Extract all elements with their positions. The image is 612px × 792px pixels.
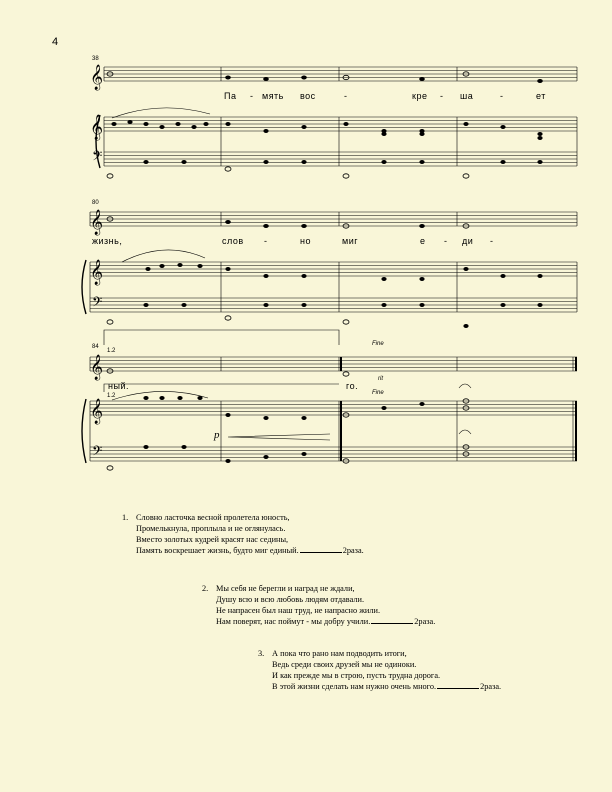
- dynamic-marking: p: [214, 429, 220, 441]
- treble-clef-icon: 𝄞: [90, 65, 104, 90]
- lyric-syllable: -: [440, 91, 444, 101]
- verse-number: 1.: [122, 513, 129, 522]
- verse-line: Мы себя не берегли и наград не ждали,: [216, 584, 355, 593]
- lyric-syllable: -: [444, 236, 448, 246]
- bass-clef-icon: 𝄢: [92, 148, 103, 167]
- lyric-syllable: миг: [342, 236, 358, 246]
- volta-label: 1.2: [107, 348, 116, 354]
- system3-brace: [82, 399, 86, 463]
- repeat-note: 2раза.: [480, 682, 502, 691]
- verse-line-with-repeat: [216, 616, 435, 627]
- bass-clef-icon: 𝄢: [92, 294, 103, 313]
- bass-clef-icon: 𝄢: [92, 443, 103, 462]
- lyric-syllable: мять: [262, 91, 284, 101]
- note-heads: [107, 72, 543, 470]
- system1-piano-treble: [104, 117, 577, 131]
- verse-line-with-repeat: [136, 545, 364, 556]
- lyric-syllable: ет: [536, 91, 546, 101]
- measure-number: 80: [92, 200, 99, 206]
- page-number: 4: [52, 36, 59, 48]
- lyric-syllable: -: [250, 91, 254, 101]
- verse-number: 3.: [258, 649, 265, 658]
- system3-vocal-staff: [90, 357, 577, 371]
- verse-line: Промелькнула, проплыла и не оглянулась.: [136, 524, 286, 533]
- fermata: [459, 384, 471, 388]
- volta-bracket-piano: [104, 384, 339, 392]
- lyric-syllable: -: [490, 236, 494, 246]
- verse-1: [122, 512, 364, 556]
- lyric-syllable: -: [264, 236, 268, 246]
- lyric-syllable: жизнь,: [92, 236, 123, 246]
- system2-brace: [82, 260, 86, 314]
- verse-line: Нам поверят, нас поймут - мы добру учили.: [216, 617, 371, 626]
- lyric-syllable: ди: [462, 236, 474, 246]
- treble-clef-icon: 𝄞: [90, 399, 104, 424]
- fine-marking: Fine: [372, 341, 384, 347]
- treble-clef-icon: 𝄞: [90, 115, 104, 140]
- system3-piano-treble: [90, 401, 577, 415]
- verse-line: В этой жизни сделать нам нужно очень много.: [272, 682, 437, 691]
- verse-line: Вместо золотых кудрей красят нас седины,: [136, 535, 289, 544]
- verse-line-with-repeat: [272, 681, 501, 692]
- verse-line: А пока что рано нам подводить итоги,: [272, 649, 407, 658]
- volta-bracket-vocal: [104, 330, 339, 345]
- repeat-note: 2раза.: [342, 546, 364, 555]
- fine-marking: Fine: [372, 390, 384, 396]
- volta-label: 1.2: [107, 393, 116, 399]
- lyric-syllable: ный.: [108, 381, 129, 391]
- ritardando-marking: rit: [378, 376, 383, 382]
- lyric-syllable: слов: [222, 236, 244, 246]
- lyric-syllable: е: [420, 236, 426, 246]
- measure-number: 84: [92, 344, 99, 350]
- verse-line: Душу всю и всю любовь людям отдавали.: [216, 595, 365, 604]
- system3-piano-bass: [90, 401, 577, 461]
- measure-number: 38: [92, 56, 99, 62]
- lyric-syllable: но: [300, 236, 311, 246]
- system1-vocal-staff: [104, 67, 577, 81]
- slur: [122, 250, 205, 262]
- lyric-syllable: ша: [460, 91, 474, 101]
- treble-clef-icon: 𝄞: [90, 355, 104, 380]
- verse-line: Ведь среди своих друзей мы не одиноки.: [272, 660, 417, 669]
- lyric-syllable: -: [500, 91, 504, 101]
- verse-line: Не напрасен был наш труд, не напрасно жили.: [216, 606, 381, 615]
- system2-vocal-staff: [90, 212, 577, 226]
- treble-clef-icon: 𝄞: [90, 260, 104, 285]
- repeat-note: 2раза.: [414, 617, 436, 626]
- slur: [112, 108, 210, 118]
- treble-clef-icon: 𝄞: [90, 210, 104, 235]
- lyric-syllable: го.: [346, 381, 359, 391]
- lyric-syllable: вос: [300, 91, 316, 101]
- fermata: [459, 430, 471, 434]
- verse-line: Память воскрешает жизнь, будто миг единый.: [136, 546, 299, 555]
- verse-3: [258, 648, 501, 692]
- hairpin: [228, 434, 330, 440]
- system2-piano-treble: [90, 262, 577, 276]
- verse-number: 2.: [202, 584, 209, 593]
- verse-line: Словно ласточка весной пролетела юность,: [136, 513, 290, 522]
- verse-line: И как прежде мы в строю, пусть трудна дорога.: [272, 671, 441, 680]
- lyric-syllable: -: [344, 91, 348, 101]
- system1-piano-bass: [104, 117, 577, 166]
- verse-2: [202, 583, 435, 627]
- lyric-syllable: кре: [412, 91, 428, 101]
- lyric-syllable: Па: [224, 91, 237, 101]
